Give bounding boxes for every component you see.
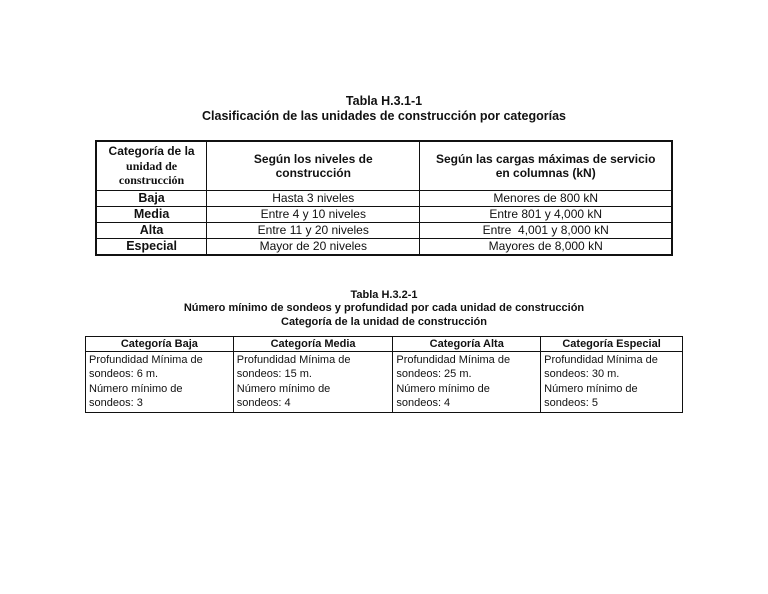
- depth-line2: sondeos: 15 m.: [236, 368, 312, 381]
- table2-data-row: [86, 352, 683, 413]
- table1-row-media: [96, 207, 672, 223]
- table2-header-row: [86, 337, 683, 352]
- loads-cell: Mayores de 8,000 kN: [420, 239, 672, 256]
- header-baja: Categoría Baja: [86, 337, 234, 352]
- depth-line1: Profundidad Mínima de: [236, 354, 351, 366]
- depth-line1: Profundidad Mínima de: [89, 354, 203, 366]
- header-category-line1: Categoría de la: [108, 144, 195, 159]
- header-alta: Categoría Alta: [393, 337, 541, 352]
- table1-header-row: [96, 141, 672, 191]
- header-media: Categoría Media: [233, 337, 393, 352]
- depth-line2: sondeos: 25 m.: [396, 368, 472, 381]
- construction-category-table: [95, 140, 673, 256]
- loads-cell: Menores de 800 kN: [420, 191, 672, 207]
- header-category-line3: construcción: [118, 173, 185, 188]
- header-levels: [207, 141, 420, 191]
- table1-subtitle: Clasificación de las unidades de construcción por categorías: [202, 109, 566, 124]
- depth-line2: sondeos: 6 m.: [89, 368, 159, 381]
- depth-line1: Profundidad Mínima de: [396, 354, 511, 366]
- header-loads-line1: Según las cargas máximas de servicio: [435, 151, 656, 166]
- header-especial: Categoría Especial: [541, 337, 683, 352]
- category-cell: Especial: [96, 239, 207, 256]
- soundings-cell-especial: [541, 352, 683, 413]
- levels-cell: Mayor de 20 niveles: [207, 239, 420, 256]
- count-line2: sondeos: 3: [89, 396, 143, 409]
- levels-cell: Entre 4 y 10 niveles: [207, 207, 420, 223]
- table1-caption: [0, 94, 768, 125]
- count-line1: Número mínimo de: [236, 382, 331, 395]
- header-loads-line2: en columnas (kN): [495, 166, 596, 180]
- count-line2: sondeos: 4: [236, 396, 291, 409]
- header-loads: [420, 141, 672, 191]
- table1-row-baja: [96, 191, 672, 207]
- soundings-cell-media: [233, 352, 393, 413]
- header-category: [96, 141, 207, 191]
- count-line1: Número mínimo de: [544, 382, 638, 395]
- soundings-cell-baja: [86, 352, 234, 413]
- levels-cell: Hasta 3 niveles: [207, 191, 420, 207]
- count-line1: Número mínimo de: [396, 382, 490, 395]
- soundings-cell-alta: [393, 352, 541, 413]
- depth-line2: sondeos: 30 m.: [544, 368, 620, 381]
- header-category-line2: unidad de: [126, 158, 178, 173]
- count-line2: sondeos: 4: [396, 396, 451, 409]
- levels-cell: Entre 11 y 20 niveles: [207, 223, 420, 239]
- table2-caption: [0, 289, 768, 329]
- table1-row-alta: [96, 223, 672, 239]
- header-levels-line1: Según los niveles de: [253, 151, 373, 166]
- loads-cell: Entre 4,001 y 8,000 kN: [420, 223, 672, 239]
- soundings-table: [85, 336, 683, 413]
- category-cell: Media: [96, 207, 207, 223]
- table1-title: Tabla H.3.1-1: [345, 94, 423, 108]
- header-levels-line2: construcción: [275, 166, 351, 180]
- table2-subtitle: Número mínimo de sondeos y profundidad por cada unidad de construcción: [183, 302, 585, 315]
- count-line2: sondeos: 5: [544, 396, 598, 409]
- category-cell: Alta: [96, 223, 207, 239]
- table2-subtitle-2: Categoría de la unidad de construcción: [281, 315, 487, 328]
- depth-line1: Profundidad Mínima de: [544, 354, 658, 366]
- table2-title: Tabla H.3.2-1: [350, 289, 418, 301]
- table1-row-especial: [96, 239, 672, 256]
- category-cell: Baja: [96, 191, 207, 207]
- count-line1: Número mínimo de: [89, 382, 183, 395]
- loads-cell: Entre 801 y 4,000 kN: [420, 207, 672, 223]
